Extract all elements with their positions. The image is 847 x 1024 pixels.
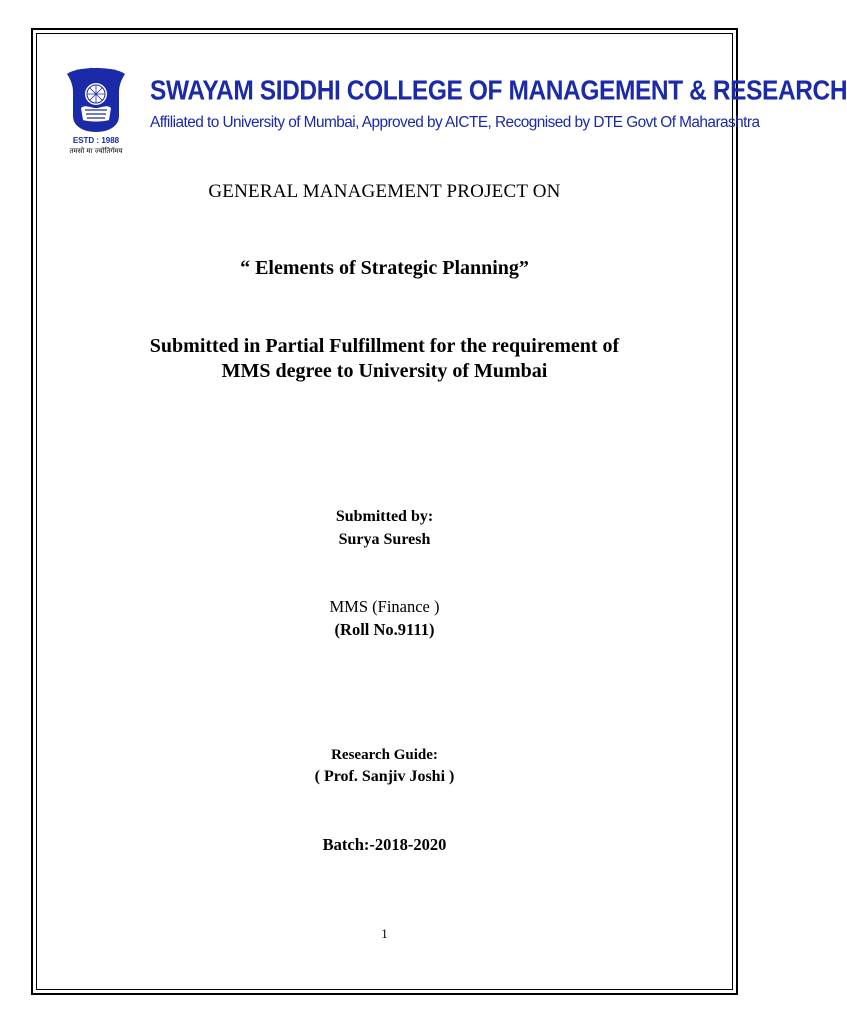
logo-top-text: ज्ञान विज्ञान सह — [76, 68, 116, 76]
logo-motto: तमसो मा ज्योतिर्गमय — [69, 147, 123, 155]
college-logo — [47, 64, 145, 154]
page-number: 1 — [381, 926, 388, 941]
submitted-by-label: Submitted by: — [335, 508, 434, 525]
student-name: Surya Suresh — [338, 531, 431, 548]
submission-line-1: Submitted in Partial Fulfillment for the requirement of — [149, 335, 620, 357]
project-title: “ Elements of Strategic Planning” — [240, 257, 529, 279]
program: MMS (Finance ) — [329, 597, 440, 616]
research-guide-name: ( Prof. Sanjiv Joshi ) — [314, 768, 455, 785]
research-guide-label: Research Guide: — [331, 747, 438, 763]
college-name: SWAYAM SIDDHI COLLEGE OF MANAGEMENT & RESEARCH — [150, 76, 847, 107]
chakra-icon — [87, 85, 105, 103]
logo-estd: ESTD : 1988 — [72, 136, 120, 145]
project-heading: GENERAL MANAGEMENT PROJECT ON — [208, 181, 561, 202]
submission-line-2: MMS degree to University of Mumbai — [221, 360, 548, 382]
college-affiliation: Affiliated to University of Mumbai, Approved by AICTE, Recognised by DTE Govt Of Maharashtra — [150, 114, 760, 131]
submission-statement — [36, 334, 733, 384]
batch: Batch:-2018-2020 — [322, 835, 447, 854]
roll-number: (Roll No.9111) — [334, 620, 435, 639]
